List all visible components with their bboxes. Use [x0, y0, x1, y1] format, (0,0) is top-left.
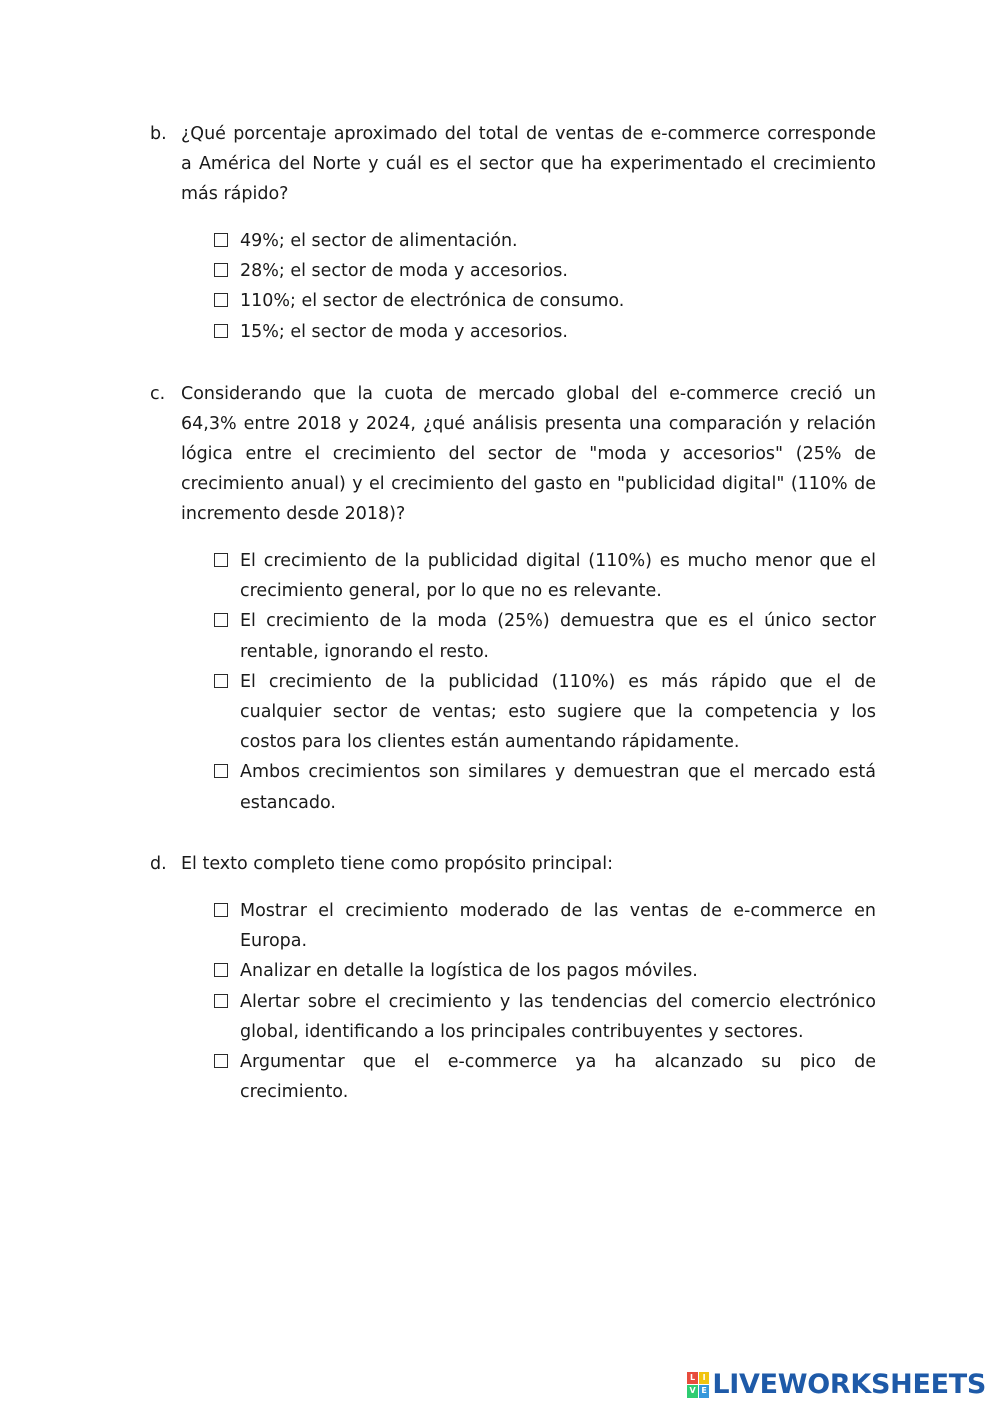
option-label: 28%; el sector de moda y accesorios. [240, 261, 568, 282]
option-item [214, 317, 876, 347]
options-list [214, 226, 876, 347]
logo-mark-icon [687, 1372, 709, 1398]
checkbox[interactable] [214, 263, 228, 277]
logo-mark-letter: L [687, 1372, 698, 1385]
question-b [150, 119, 876, 347]
option-label: El crecimiento de la publicidad digital (110%) es mucho menor que el crecimiento general, por lo que no es relevante. [240, 551, 876, 602]
option-label: El crecimiento de la publicidad (110%) es más rápido que el de cualquier sector de ventas; esto sugiere que la competencia y los costos para los clientes están aumentando rápidamente. [240, 671, 876, 753]
option-label: Ambos crecimientos son similares y demuestran que el mercado está estancado. [240, 762, 876, 813]
logo-mark-letter: I [699, 1372, 710, 1385]
logo-mark-letter: E [699, 1385, 710, 1398]
option-label: 49%; el sector de alimentación. [240, 231, 518, 251]
option-label: El crecimiento de la moda (25%) demuestra que es el único sector rentable, ignorando el resto. [240, 611, 876, 662]
question-text: El texto completo tiene como propósito principal: [181, 854, 613, 874]
option-label: 15%; el sector de moda y accesorios. [240, 321, 568, 342]
checkbox[interactable] [214, 233, 228, 247]
option-item [214, 757, 876, 817]
options-list [214, 896, 876, 1107]
checkbox[interactable] [214, 674, 228, 688]
checkbox[interactable] [214, 994, 228, 1008]
checkbox[interactable] [214, 324, 228, 338]
question-letter: d. [150, 854, 167, 874]
question-c [150, 379, 876, 818]
checkbox[interactable] [214, 963, 228, 977]
option-item [214, 896, 876, 956]
option-label: 110%; el sector de electrónica de consumo. [240, 291, 625, 312]
option-item [214, 987, 876, 1047]
option-item [214, 606, 876, 666]
option-item [214, 956, 876, 986]
checkbox[interactable] [214, 613, 228, 627]
checkbox[interactable] [214, 903, 228, 917]
option-item [214, 1047, 876, 1107]
checkbox[interactable] [214, 553, 228, 567]
question-letter: c. [150, 384, 166, 404]
option-item [214, 286, 876, 316]
option-label: Mostrar el crecimiento moderado de las ventas de e-commerce en Europa. [240, 901, 876, 952]
option-label: Argumentar que el e-commerce ya ha alcanzado su pico de crecimiento. [240, 1052, 876, 1103]
option-item [214, 667, 876, 758]
question-d [150, 849, 876, 1107]
logo-mark-letter: V [687, 1385, 698, 1398]
option-label: Alertar sobre el crecimiento y las tendencias del comercio electrónico global, identificando a los principales contribuyentes y sectores. [240, 991, 876, 1042]
liveworksheets-logo [687, 1369, 986, 1400]
question-text: ¿Qué porcentaje aproximado del total de ventas de e-commerce corresponde a América del Norte y cuál es el sector que ha experimentado el crecimiento más rápido? [181, 124, 876, 204]
option-item [214, 226, 876, 256]
checkbox[interactable] [214, 1054, 228, 1068]
question-letter: b. [150, 124, 167, 144]
checkbox[interactable] [214, 293, 228, 307]
option-item [214, 546, 876, 606]
checkbox[interactable] [214, 764, 228, 778]
logo-text: LIVEWORKSHEETS [712, 1369, 986, 1400]
question-text: Considerando que la cuota de mercado global del e-commerce creció un 64,3% entre 2018 y 2024, ¿qué análisis presenta una comparación y relación lógica entre el crecimiento del sector de "moda y accesorios" (25% de crecimiento anual) y el crecimiento del gasto en "publicidad digital" (110% de incremento desde 2018)? [181, 384, 876, 524]
options-list [214, 546, 876, 818]
option-label: Analizar en detalle la logística de los pagos móviles. [240, 961, 698, 982]
option-item [214, 256, 876, 286]
